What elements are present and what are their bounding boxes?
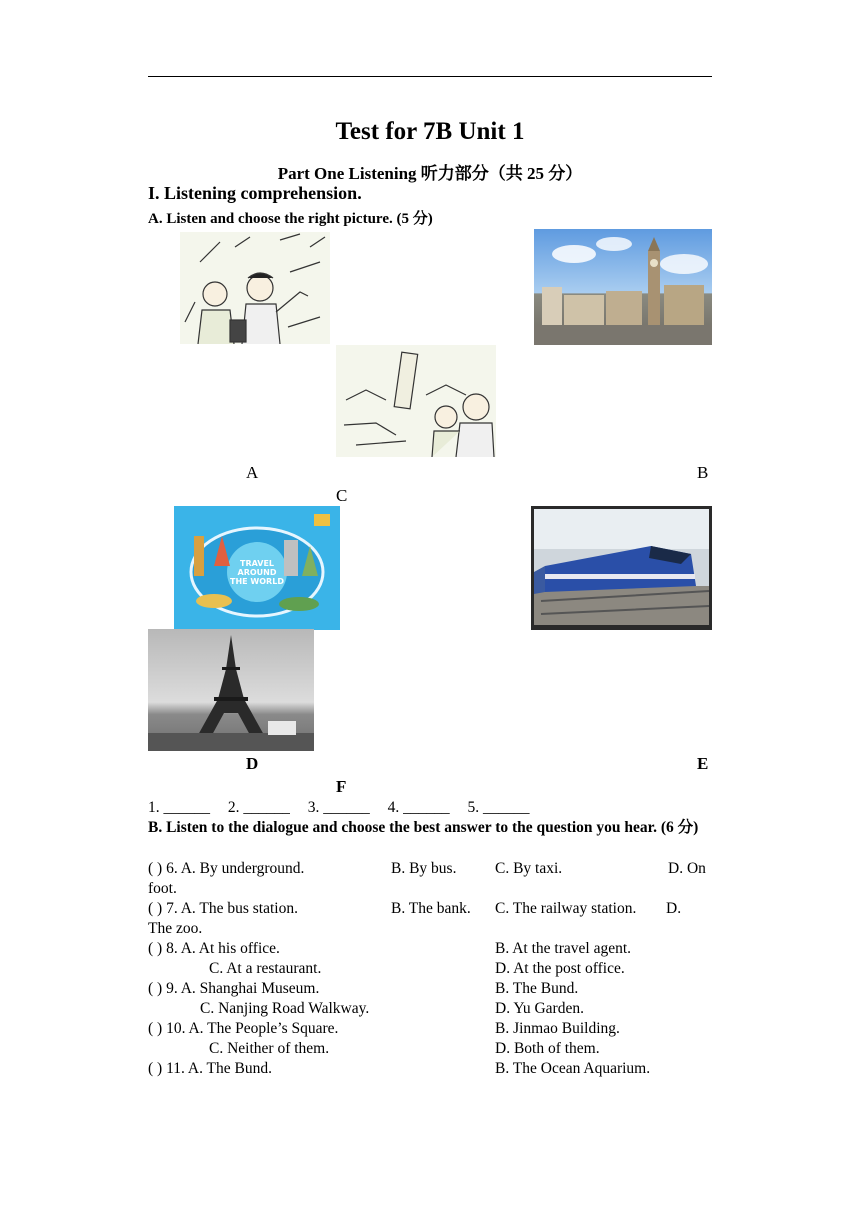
q6-option-d-wrap: foot.	[148, 880, 177, 897]
q7-stem: ( ) 7. A. The bus station.	[148, 900, 298, 917]
q6-stem: ( ) 6. A. By underground.	[148, 860, 305, 877]
blank-1[interactable]: 1. ______	[148, 799, 210, 816]
travel-globe-picture-d	[174, 506, 340, 630]
answer-blanks	[148, 799, 544, 817]
label-c: C	[336, 486, 348, 505]
section-b-heading: B. Listen to the dialogue and choose the best answer to the question you hear. (6 分)	[148, 819, 699, 836]
q11-stem: ( ) 11. A. The Bund.	[148, 1060, 272, 1077]
q11-option-b: B. The Ocean Aquarium.	[495, 1060, 651, 1077]
label-a: A	[246, 463, 259, 482]
page-title: Test for 7B Unit 1	[335, 118, 525, 145]
q9-stem: ( ) 9. A. Shanghai Museum.	[148, 980, 320, 997]
globe-caption: TRAVEL AROUND THE WORLD	[230, 559, 284, 586]
q10-option-d: D. Both of them.	[495, 1040, 600, 1057]
blank-3[interactable]: 3. ______	[307, 799, 370, 816]
q8-option-b: B. At the travel agent.	[495, 940, 632, 957]
q10-option-c: C. Neither of them.	[209, 1040, 330, 1057]
q7-option-d: D.	[666, 900, 682, 917]
q7-option-b: B. The bank.	[391, 900, 471, 917]
q10-option-b: B. Jinmao Building.	[495, 1020, 620, 1037]
q7-option-d-wrap: The zoo.	[148, 920, 203, 937]
q9-option-b: B. The Bund.	[495, 980, 579, 997]
label-b: B	[697, 463, 709, 482]
cartoon-tower-picture-c	[336, 345, 496, 457]
label-d: D	[246, 754, 259, 773]
q6-option-b: B. By bus.	[391, 860, 457, 877]
blank-5[interactable]: 5. ______	[467, 799, 530, 816]
q9-option-d: D. Yu Garden.	[495, 1000, 584, 1017]
q9-option-c: C. Nanjing Road Walkway.	[200, 1000, 370, 1017]
top-rule	[148, 76, 712, 77]
blank-4[interactable]: 4. ______	[387, 799, 450, 816]
train-photo-picture-e	[531, 506, 712, 630]
label-f: F	[336, 777, 347, 796]
q7-option-c: C. The railway station.	[495, 900, 637, 917]
cartoon-people-picture-a	[180, 232, 330, 344]
label-e: E	[697, 754, 709, 773]
q8-option-d: D. At the post office.	[495, 960, 625, 977]
blank-2[interactable]: 2. ______	[227, 799, 290, 816]
q10-stem: ( ) 10. A. The People’s Square.	[148, 1020, 339, 1037]
section-heading: I. Listening comprehension.	[148, 183, 362, 203]
section-a-heading: A. Listen and choose the right picture. (5 分)	[148, 211, 433, 227]
part-heading: Part One Listening 听力部分（共 25 分）	[277, 164, 583, 183]
q8-stem: ( ) 8. A. At his office.	[148, 940, 280, 957]
big-ben-photo-picture-b	[534, 229, 712, 345]
q6-option-c: C. By taxi.	[495, 860, 563, 877]
q8-option-c: C. At a restaurant.	[209, 960, 322, 977]
eiffel-tower-photo-picture-f	[148, 629, 314, 751]
q6-option-d: D. On	[668, 860, 706, 877]
